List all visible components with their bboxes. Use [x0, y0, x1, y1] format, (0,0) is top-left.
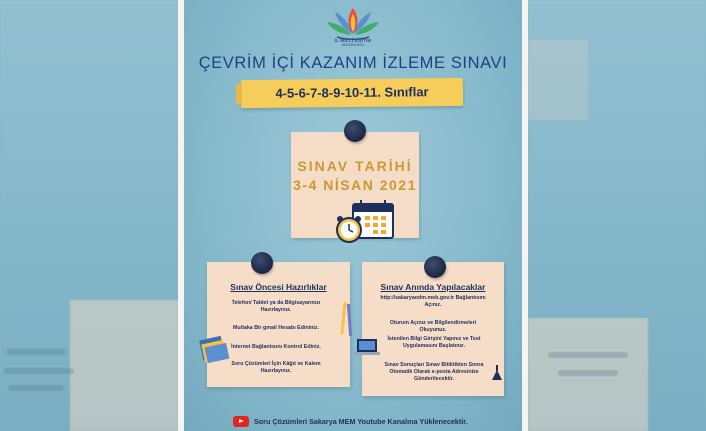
exam-date-title: SINAV TARİHİ [297, 158, 413, 174]
pin-icon [344, 120, 366, 142]
during-exam-item: İstenilen Bilgi Girişini Yapınız ve Test Uygulamasını Başlatınız. [387, 336, 481, 349]
backdrop-line [4, 368, 74, 374]
exam-date-value: 3-4 NİSAN 2021 [293, 177, 417, 193]
backdrop-line [8, 385, 64, 391]
footer-text: Soru Çözümleri Sakarya MEM Youtube Kanalına Yüklenecektir. [254, 417, 468, 426]
before-exam-item: İnternet Bağlantısını Kontrol Ediniz. [231, 344, 321, 350]
backdrop-paper [528, 40, 588, 120]
books-icon [197, 330, 231, 364]
before-exam-heading: Sınav Öncesi Hazırlıklar [230, 282, 327, 292]
backdrop-paper [70, 300, 178, 431]
grades-band [241, 78, 463, 108]
during-exam-heading: Sınav Anında Yapılacaklar [380, 282, 486, 292]
logo-subtext: MÜDÜRLÜĞÜ [341, 43, 365, 47]
right-backdrop [528, 0, 706, 431]
pin-icon [251, 252, 273, 274]
during-exam-item: Oturum Açınız ve Bilgilendirmeleri Okuyunuz. [389, 320, 477, 333]
during-exam-item: Sınav Sonuçları Sınav Bitiktikten Sonra Otomatik Olarak e-posta Adresinize Gönderilecektir. [384, 362, 484, 382]
poster [184, 0, 522, 431]
poster-title: ÇEVRİM İÇİ KAZANIM İZLEME SINAVI [198, 54, 508, 72]
youtube-icon [233, 416, 249, 427]
desk-lamp-icon [490, 364, 504, 382]
grades-text: 4-5-6-7-8-9-10-11. Sınıflar [275, 84, 429, 101]
backdrop-line [548, 352, 628, 358]
logo-text: İL MİLLİ EĞİTİM [334, 38, 372, 43]
before-exam-item: Mutlaka Bir gmail Hesabı Edininiz. [233, 325, 319, 331]
pencil-icon [339, 300, 355, 340]
pin-icon [424, 256, 446, 278]
during-exam-item: http://sakaryaodm.meb.gov.tr Bağlantısını Açınız. [380, 295, 486, 308]
left-backdrop [0, 0, 178, 431]
laptop-icon [353, 337, 381, 357]
before-exam-item: Telefon/ Tablet ya da Bilgisayarınızı Hazırlayınız. [231, 300, 321, 313]
backdrop-line [6, 349, 66, 355]
alarm-clock-icon [334, 214, 364, 244]
backdrop-line [558, 370, 618, 376]
before-exam-card [207, 262, 350, 387]
before-exam-item: Soru Çözümleri İçin Kâğıt ve Kalem Hazırlayınız. [231, 361, 321, 374]
during-exam-card [362, 262, 504, 396]
